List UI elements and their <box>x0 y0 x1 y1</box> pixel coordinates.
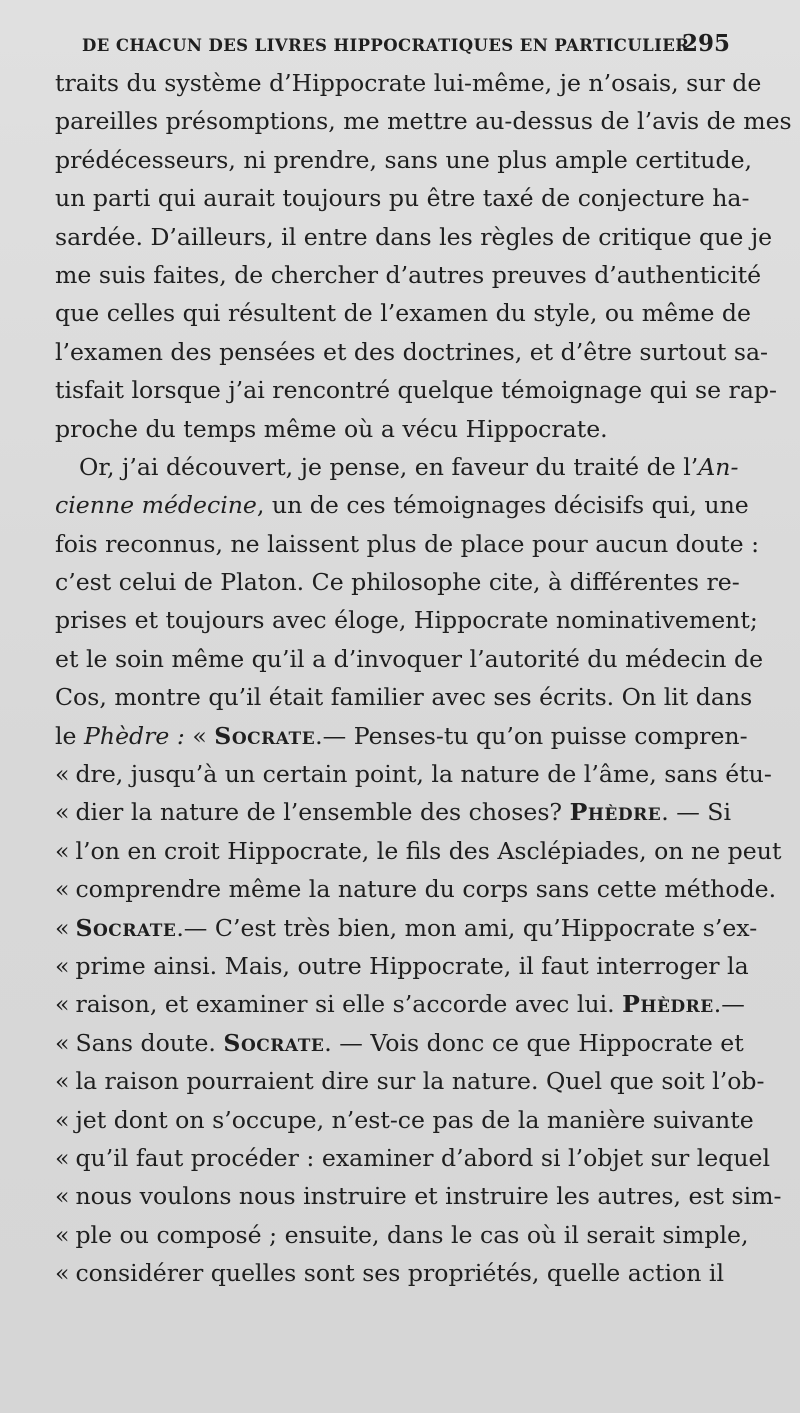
quote-mark: « <box>55 990 70 1019</box>
quote-mark: « <box>55 836 70 865</box>
text-span: l’on en croit Hippocrate, le fils des Asclépiades, on ne peut <box>75 836 782 865</box>
text-line: et le soin même qu’il a d’invoquer l’autorité du médecin de <box>55 644 764 673</box>
text-line: que celles qui résultent de l’examen du style, ou même de <box>55 299 751 328</box>
text-span: .— Penses-tu qu’on puisse compren- <box>315 721 748 750</box>
text-line: Cos, montre qu’il était familier avec ses écrits. On lit dans <box>55 683 753 712</box>
text-span: .— C’est très bien, mon ami, qu’Hippocrate s’ex- <box>176 913 758 942</box>
text-span: . — Si <box>661 798 731 827</box>
text-line: proche du temps même où a vécu Hippocrate. <box>55 414 608 443</box>
quote-mark: « <box>55 951 70 980</box>
quote-line <box>55 1024 744 1062</box>
quote-mark: « <box>55 798 70 827</box>
text-line <box>55 448 739 486</box>
text-line: l’examen des pensées et des doctrines, et d’être surtout sa- <box>55 337 769 366</box>
quote-line <box>55 1101 754 1139</box>
text-line: traits du système d’Hippocrate lui-même, je n’osais, sur de <box>55 69 762 97</box>
quote-mark: « <box>55 1220 70 1249</box>
quote-line <box>55 1254 731 1292</box>
quote-mark: « <box>55 875 70 904</box>
body-text <box>55 64 792 1293</box>
speaker-name: Socrate <box>75 913 177 942</box>
text-line: prédécesseurs, ni prendre, sans une plus ample certitude, <box>55 145 753 174</box>
text-line <box>55 486 749 524</box>
quote-mark: « <box>55 1028 70 1057</box>
text-line: sardée. D’ailleurs, il entre dans les règles de critique que je <box>55 222 773 251</box>
quote-mark: « <box>55 913 70 942</box>
quote-mark: « <box>55 1182 70 1211</box>
quote-line <box>55 755 772 793</box>
speaker-name: Phèdre <box>622 990 714 1019</box>
quote-line <box>55 832 782 870</box>
text-line: tisfait lorsque j’ai rencontré quelque témoignage qui se rap- <box>55 376 777 405</box>
text-line: fois reconnus, ne laissent plus de place pour aucun doute : <box>55 529 760 558</box>
text-line <box>55 717 748 755</box>
text-line: pareilles présomptions, me mettre au-dessus de l’avis de mes <box>55 107 792 136</box>
quote-line <box>55 947 749 985</box>
text-span: considérer quelles sont ses propriétés, quelle action il <box>75 1259 725 1288</box>
text-span: Or, j’ai découvert, je pense, en faveur du traité de l’ <box>79 452 699 481</box>
speaker-name: Socrate <box>223 1028 325 1057</box>
quote-line <box>55 1139 771 1177</box>
quote-mark: « <box>55 1105 70 1134</box>
text-span: dier la nature de l’ensemble des choses? <box>75 798 570 827</box>
text-span: . — Vois donc ce que Hippocrate et <box>324 1028 744 1057</box>
text-span: ple ou composé ; ensuite, dans le cas où il serait simple, <box>75 1220 749 1249</box>
quote-mark: « <box>55 1143 70 1172</box>
text-line: me suis faites, de chercher d’autres preuves d’authenticité <box>55 260 762 289</box>
running-title: DE CHACUN DES LIVRES HIPPOCRATIQUES EN PARTICULIER. <box>82 36 696 55</box>
quote-line <box>55 909 758 947</box>
page-number: 295 <box>681 30 730 57</box>
italic-title: cienne médecine <box>55 491 257 520</box>
text-line: un parti qui aurait toujours pu être taxé de conjecture ha- <box>55 184 750 213</box>
text-span: , un de ces témoignages décisifs qui, une <box>256 491 749 520</box>
text-span: raison, et examiner si elle s’accorde avec lui. <box>75 990 623 1019</box>
text-span: le <box>55 721 85 750</box>
speaker-name: Socrate <box>214 721 316 750</box>
text-span: « <box>184 721 215 750</box>
text-span: jet dont on s’occupe, n’est-ce pas de la manière suivante <box>75 1105 754 1134</box>
italic-title: Phèdre : <box>84 721 185 750</box>
quote-line <box>55 793 731 831</box>
quote-line <box>55 1177 782 1215</box>
quote-line <box>55 1216 749 1254</box>
text-span: dre, jusqu’à un certain point, la nature de l’âme, sans étu- <box>75 760 772 789</box>
text-span: la raison pourraient dire sur la nature. Quel que soit l’ob- <box>75 1067 765 1096</box>
quote-mark: « <box>55 1067 70 1096</box>
text-line: prises et toujours avec éloge, Hippocrate nominativement; <box>55 606 758 635</box>
quote-mark: « <box>55 760 70 789</box>
italic-title: An- <box>698 452 739 481</box>
quote-line <box>55 870 777 908</box>
text-span: .— <box>713 990 745 1019</box>
text-span: prime ainsi. Mais, outre Hippocrate, il faut interroger la <box>75 951 749 980</box>
quote-mark: « <box>55 1259 70 1288</box>
text-span: nous voulons nous instruire et instruire les autres, est sim- <box>75 1182 782 1211</box>
text-span: Sans doute. <box>75 1028 224 1057</box>
page-header <box>60 30 732 56</box>
text-span: qu’il faut procéder : examiner d’abord si l’objet sur lequel <box>75 1143 771 1172</box>
text-span: comprendre même la nature du corps sans cette méthode. <box>75 875 777 904</box>
speaker-name: Phèdre <box>569 798 662 827</box>
quote-line <box>55 1062 765 1100</box>
quote-line <box>55 985 745 1023</box>
text-line: c’est celui de Platon. Ce philosophe cite, à différentes re- <box>55 568 740 597</box>
